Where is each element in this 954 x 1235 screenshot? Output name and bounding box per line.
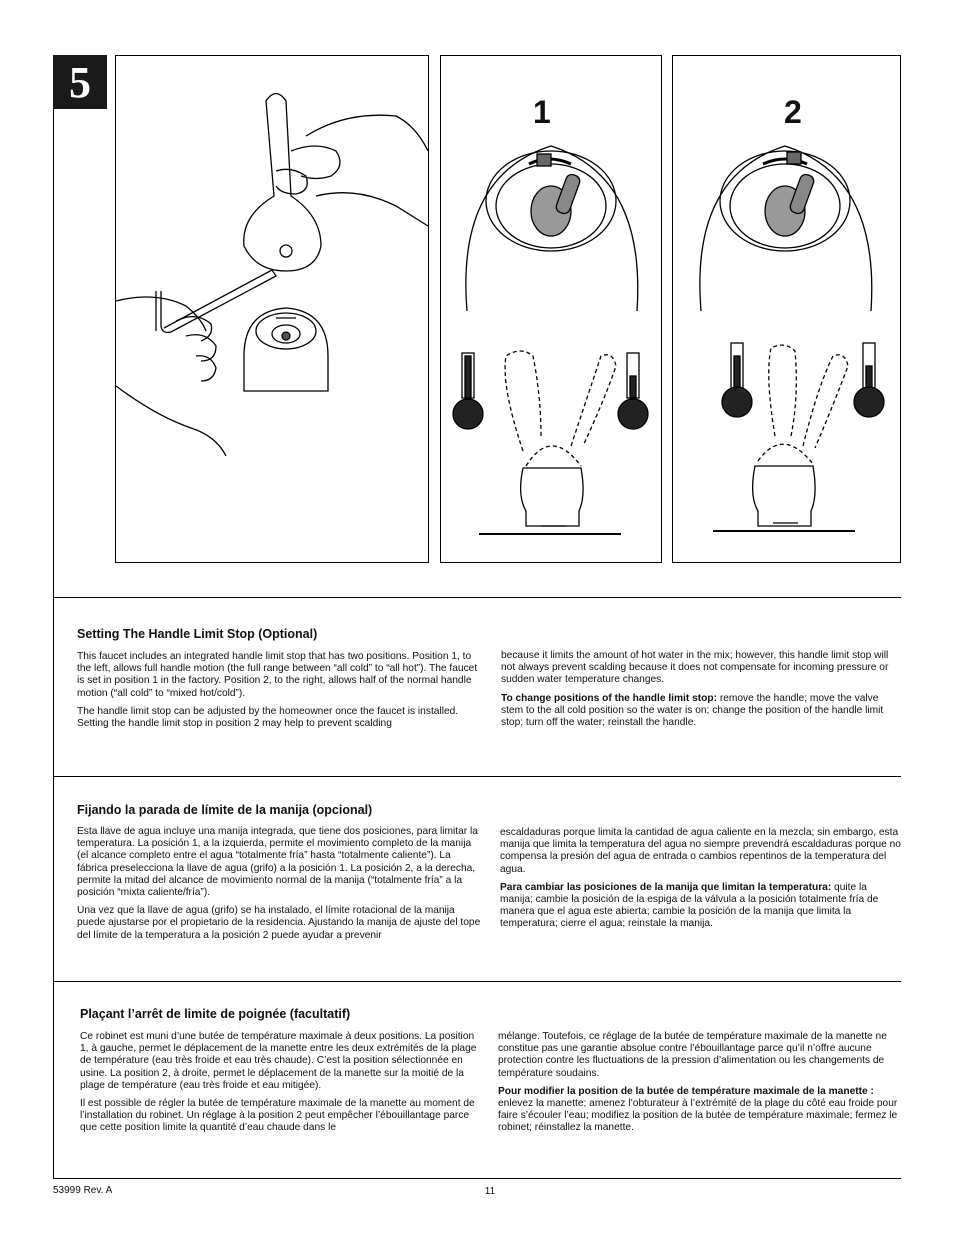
french-paragraph-3: mélange. Toutefois, ce réglage de la butée de température maximale de la manette ne constitue pas une garantie absolue contre l’ébouillantage parce qu’il n’offre aucune protection contre les fluctuations de la pression d’alimentation ou les changements de température soudains. <box>498 1031 887 1079</box>
figure-position-1 <box>440 55 662 563</box>
page-number: 11 <box>484 1186 496 1197</box>
spanish-paragraph-4 <box>500 882 902 931</box>
divider-rule <box>53 1178 901 1179</box>
figure-position-2 <box>672 55 901 563</box>
english-column-right <box>501 650 901 735</box>
french-paragraph-1: Ce robinet est muni d’une butée de température maximale à deux positions. La position 1, à gauche, permet le déplacement de la manette entre les deux extrémités de la plage de température (eau très froide et eau très chaude). C’est la position sélectionnée en usine. La position 2, à droite, permet le déplacement de la manette sur la moitié de la plage de température (eau très froide et eau mitigée). <box>80 1031 477 1091</box>
document-number: 53999 Rev. A <box>53 1185 113 1196</box>
french-paragraph-2: Il est possible de régler la butée de température maximale de la manette au moment de l’installation du robinet. Un réglage à la position 2 peut empêcher l’ébouillantage parce que cette position limite la quantité d’eau chaude dans le <box>80 1098 475 1134</box>
spanish-paragraph-3: escaldaduras porque limita la cantidad de agua caliente en la mezcla; sin embargo, esta manija que limita la temperatura del agua no siempre prevendrá escaldaduras porque no compensa la presión del agua de entrada o cambios repentinos de la temperatura del agua. <box>500 827 901 875</box>
spanish-instructions-heading: Para cambiar las posiciones de la manija que limitan la temperatura: <box>500 881 832 893</box>
french-section-title: Plaçant l’arrêt de limite de poignée (facultatif) <box>80 1007 351 1021</box>
english-paragraph-4 <box>501 693 901 730</box>
valve-position-1-illustration <box>441 56 663 564</box>
position-2-label: 2 <box>784 94 802 130</box>
figure-remove-handle <box>115 55 429 563</box>
divider-rule <box>53 981 901 982</box>
spanish-paragraph-1: Esta llave de agua incluye una manija integrada, que tiene dos posiciones, para limitar la temperatura. La posición 1, a la izquierda, permite el movimiento completo de la manija (el alcance completo entre el agua “totalmente fría” hasta “totalmente caliente”). La fábrica preselecciona la llave de agua (grifo) a la posición 1. La posición 2, a la derecha, permite la mitad del alcance de movimiento normal de la manija (“totalmente fría” a la posición “mixta caliente/fría”). <box>77 826 478 899</box>
valve-position-2-illustration <box>673 56 902 564</box>
hand-wrench-illustration <box>116 56 430 564</box>
spanish-instructions-text: quite la manija; cambie la posición de la espiga de la válvula a la posición totalmente fría de manera que el agua este abierta; cambie la posición de la manija que limita la temperatura; cierre el agua; reinstale la manija. <box>500 881 879 930</box>
french-instructions-heading: Pour modifier la position de la butée de température maximale de la manette : <box>498 1085 874 1097</box>
english-column-left <box>77 651 482 736</box>
divider-rule <box>53 776 901 777</box>
left-frame-rule <box>53 55 54 1178</box>
step-number: 5 <box>53 55 107 109</box>
spanish-column-left <box>77 826 482 948</box>
french-column-right <box>498 1031 902 1141</box>
english-paragraph-2: The handle limit stop can be adjusted by the homeowner once the faucet is installed. Setting the handle limit stop in position 2 may help to prevent scalding <box>77 705 459 730</box>
spanish-section-title: Fijando la parada de límite de la manija (opcional) <box>77 803 373 817</box>
spanish-column-right <box>500 827 902 937</box>
english-paragraph-1: This faucet includes an integrated handle limit stop that has two positions. Position 1, to the left, allows full handle motion (the full range between “all cold” to “all hot”). The faucet is set in position 1 in the factory. Position 2, to the right, allows half of the normal handle motion (“all cold” to “mixed hot/cold”). <box>77 651 478 699</box>
english-instructions-text: remove the handle; move the valve stem to the all cold position so the water is on; change the position of the handle limit stop; turn off the water; reinstall the handle. <box>501 692 884 729</box>
english-instructions-heading: To change positions of the handle limit stop: <box>501 692 718 704</box>
english-section-title: Setting The Handle Limit Stop (Optional) <box>77 627 318 641</box>
french-instructions-text: enlevez la manette; amenez l’obturateur à l’extrémité de la plage du côté eau froide pour faire s’écouler l’eau; modifiez la position de la butée de température maximale; fermez le robinet; réinstallez la manette. <box>498 1098 898 1134</box>
position-1-label: 1 <box>533 94 551 130</box>
french-paragraph-4 <box>498 1086 902 1135</box>
english-paragraph-3: because it limits the amount of hot water in the mix; however, this handle limit stop will not always prevent scalding because it does not compensate for incoming pressure or sudden water temperature changes. <box>501 650 889 686</box>
spanish-paragraph-2: Una vez que la llave de agua (grifo) se ha instalado, el límite rotacional de la manija puede ajustarse por el propietario de la residencia. Ajustando la manija de ajuste del tope del límite de la temperatura a la posición 2 puede ayudar a prevenir <box>77 905 481 941</box>
french-column-left <box>80 1031 480 1141</box>
divider-rule <box>53 597 901 598</box>
